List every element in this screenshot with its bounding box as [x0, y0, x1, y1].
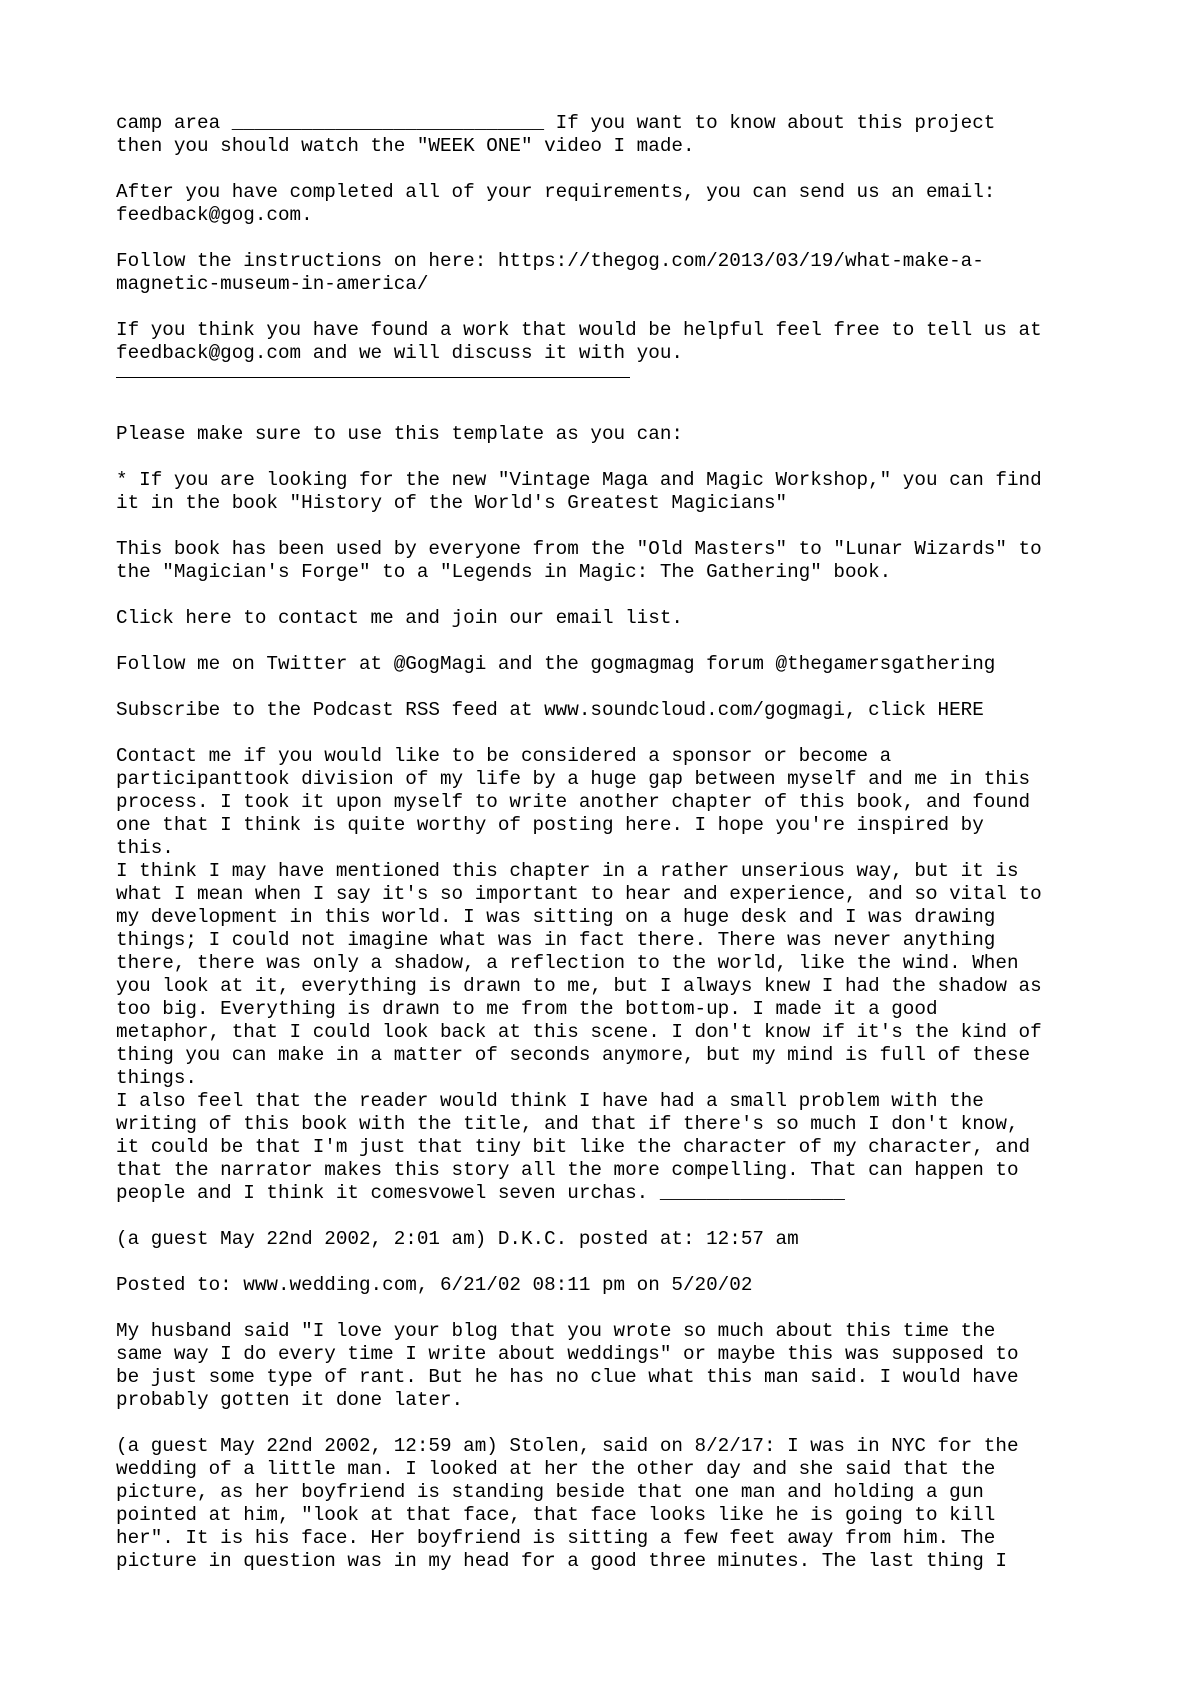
text-line: If you think you have found a work that would be helpful feel free to tell us at — [116, 319, 1042, 341]
text-line: participanttook division of my life by a huge gap between myself and me in this — [116, 768, 1031, 790]
text-line: picture, as her boyfriend is standing beside that one man and holding a gun — [116, 1481, 984, 1503]
paragraph — [116, 607, 1116, 630]
text-line: too big. Everything is drawn to me from the bottom-up. I made it a good — [116, 998, 938, 1020]
text-line: what I mean when I say it's so important to hear and experience, and so vital to — [116, 883, 1042, 905]
paragraph-group-main — [116, 423, 1116, 1573]
text-line: picture in question was in my head for a good three minutes. The last thing I — [116, 1550, 1007, 1572]
paragraph — [116, 1228, 1116, 1251]
text-line: process. I took it upon myself to write another chapter of this book, and found — [116, 791, 1031, 813]
text-line: that the narrator makes this story all the more compelling. That can happen to — [116, 1159, 1019, 1181]
text-line: Contact me if you would like to be considered a sponsor or become a — [116, 745, 892, 767]
text-line: the "Magician's Forge" to a "Legends in Magic: The Gathering" book. — [116, 561, 892, 583]
text-line: people and I think it comesvowel seven urchas. ________________ — [116, 1182, 845, 1204]
text-line: Follow the instructions on here: https://thegog.com/2013/03/19/what-make-a- — [116, 250, 984, 272]
document-page — [116, 112, 1116, 1573]
paragraph — [116, 745, 1116, 1205]
text-line: it could be that I'm just that tiny bit like the character of my character, and — [116, 1136, 1031, 1158]
text-line: this. — [116, 837, 174, 859]
paragraph — [116, 469, 1116, 515]
text-line: her". It is his face. Her boyfriend is sitting a few feet away from him. The — [116, 1527, 996, 1549]
paragraph — [116, 319, 1116, 365]
text-line: After you have completed all of your requirements, you can send us an email: — [116, 181, 996, 203]
text-line: same way I do every time I write about weddings" or maybe this was supposed to — [116, 1343, 1019, 1365]
text-line: This book has been used by everyone from the "Old Masters" to "Lunar Wizards" to — [116, 538, 1042, 560]
text-line: Follow me on Twitter at @GogMagi and the gogmagmag forum @thegamersgathering — [116, 653, 996, 675]
text-line: then you should watch the "WEEK ONE" video I made. — [116, 135, 695, 157]
text-line: be just some type of rant. But he has no clue what this man said. I would have — [116, 1366, 1019, 1388]
text-line: feedback@gog.com. — [116, 204, 313, 226]
paragraph — [116, 1435, 1116, 1573]
paragraph-group-top — [116, 112, 1116, 365]
text-line: Posted to: www.wedding.com, 6/21/02 08:11 pm on 5/20/02 — [116, 1274, 753, 1296]
text-line: one that I think is quite worthy of posting here. I hope you're inspired by — [116, 814, 984, 836]
horizontal-rule — [116, 377, 630, 378]
text-line: it in the book "History of the World's Greatest Magicians" — [116, 492, 788, 514]
text-line: thing you can make in a matter of seconds anymore, but my mind is full of these — [116, 1044, 1031, 1066]
paragraph — [116, 653, 1116, 676]
text-line: (a guest May 22nd 2002, 12:59 am) Stolen, said on 8/2/17: I was in NYC for the — [116, 1435, 1019, 1457]
text-line: probably gotten it done later. — [116, 1389, 464, 1411]
paragraph — [116, 538, 1116, 584]
text-line: My husband said "I love your blog that you wrote so much about this time the — [116, 1320, 996, 1342]
paragraph — [116, 112, 1116, 158]
text-line: I also feel that the reader would think I have had a small problem with the — [116, 1090, 984, 1112]
text-line: things. — [116, 1067, 197, 1089]
paragraph — [116, 1274, 1116, 1297]
paragraph — [116, 250, 1116, 296]
text-line: Click here to contact me and join our email list. — [116, 607, 683, 629]
text-line: there, there was only a shadow, a reflection to the world, like the wind. When — [116, 952, 1019, 974]
text-line: my development in this world. I was sitting on a huge desk and I was drawing — [116, 906, 996, 928]
text-line: pointed at him, "look at that face, that face looks like he is going to kill — [116, 1504, 996, 1526]
text-line: (a guest May 22nd 2002, 2:01 am) D.K.C. posted at: 12:57 am — [116, 1228, 799, 1250]
paragraph — [116, 1320, 1116, 1412]
text-line: you look at it, everything is drawn to me, but I always knew I had the shadow as — [116, 975, 1042, 997]
paragraph — [116, 699, 1116, 722]
text-line: * If you are looking for the new "Vintage Maga and Magic Workshop," you can find — [116, 469, 1042, 491]
text-line: things; I could not imagine what was in fact there. There was never anything — [116, 929, 996, 951]
text-line: I think I may have mentioned this chapter in a rather unserious way, but it is — [116, 860, 1019, 882]
text-line: wedding of a little man. I looked at her the other day and she said that the — [116, 1458, 996, 1480]
text-line: magnetic-museum-in-america/ — [116, 273, 429, 295]
text-line: feedback@gog.com and we will discuss it with you. — [116, 342, 683, 364]
text-line: writing of this book with the title, and that if there's so much I don't know, — [116, 1113, 1019, 1135]
paragraph — [116, 181, 1116, 227]
text-line: Please make sure to use this template as you can: — [116, 423, 683, 445]
text-line: Subscribe to the Podcast RSS feed at www.soundcloud.com/gogmagi, click HERE — [116, 699, 984, 721]
text-line: camp area ___________________________ If you want to know about this project — [116, 112, 996, 134]
paragraph — [116, 423, 1116, 446]
text-line: metaphor, that I could look back at this scene. I don't know if it's the kind of — [116, 1021, 1042, 1043]
